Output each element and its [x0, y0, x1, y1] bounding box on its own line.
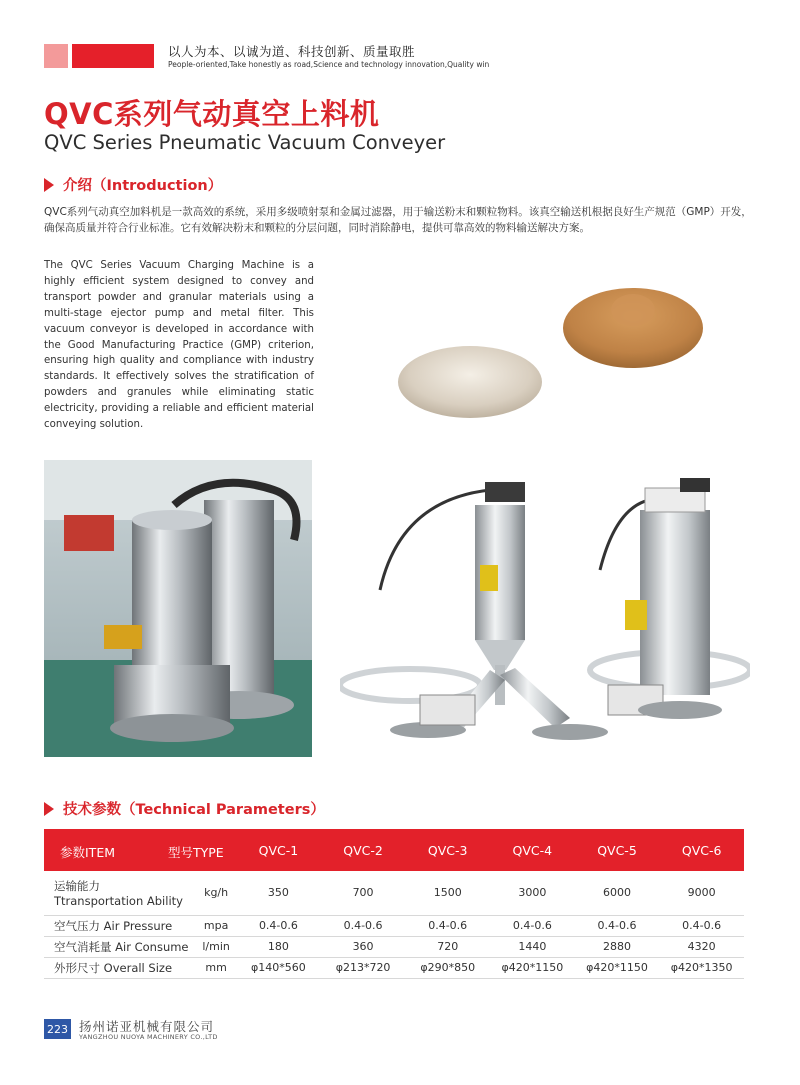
header-type-label: 型号TYPE	[168, 845, 224, 860]
table-cell: 350	[236, 871, 321, 915]
table-cell: 360	[321, 936, 406, 957]
table-cell: 0.4-0.6	[490, 915, 575, 936]
table-cell: 0.4-0.6	[575, 915, 660, 936]
row-label-en: Ttransportation Ability	[54, 893, 183, 908]
model-header: QVC-5	[575, 829, 660, 871]
technical-heading	[44, 798, 325, 819]
table-header-row	[44, 829, 744, 871]
model-header: QVC-6	[659, 829, 744, 871]
table-cell: 4320	[659, 936, 744, 957]
table-row	[44, 936, 744, 957]
model-header: QVC-2	[321, 829, 406, 871]
row-unit: kg/h	[196, 871, 236, 915]
table-row	[44, 871, 744, 915]
table-row	[44, 957, 744, 978]
product-conveyors-illustration	[340, 470, 750, 755]
table-cell: 3000	[490, 871, 575, 915]
header-red-block	[72, 44, 154, 68]
row-label-cn: 运输能力	[54, 878, 100, 893]
row-unit: l/min	[196, 936, 236, 957]
table-row	[44, 915, 744, 936]
introduction-text-english: The QVC Series Vacuum Charging Machine is a highly efficient system designed to convey and transport powder and granular materials using a multi-stage ejector pump and metal filter. This vacuum conveyor is developed in accordance with the Good Manufacturing Practice (GMP) criterion, ensuring high quality and compliance with industry standards. It effectively solves the stratification of powders and granules while eliminating static electricity, providing a reliable and efficient material conveying solution.	[44, 260, 314, 431]
product-conveyors-photo	[340, 470, 750, 755]
materials-photo	[388, 270, 718, 430]
table-header-item-type	[44, 829, 236, 871]
table-cell: φ420*1150	[575, 957, 660, 978]
row-unit: mm	[196, 957, 236, 978]
table-cell: 1500	[405, 871, 490, 915]
company-name-chinese: 扬州诺亚机械有限公司	[79, 1019, 215, 1034]
page-number: 223	[44, 1019, 71, 1039]
table-cell: 1440	[490, 936, 575, 957]
table-cell: 2880	[575, 936, 660, 957]
page-title-chinese: QVC系列气动真空上料机	[44, 97, 380, 131]
slogan-english: People-oriented,Take honestly as road,Science and technology innovation,Quality win	[168, 60, 490, 69]
header-item-label: 参数ITEM	[60, 845, 116, 860]
table-cell: 180	[236, 936, 321, 957]
factory-conveyor-photo	[44, 460, 312, 757]
page-title-english: QVC Series Pneumatic Vacuum Conveyer	[44, 131, 446, 154]
model-header: QVC-4	[490, 829, 575, 871]
factory-conveyor-illustration	[44, 460, 312, 757]
row-label-transport	[44, 871, 196, 915]
table-cell: 0.4-0.6	[236, 915, 321, 936]
table-cell: φ213*720	[321, 957, 406, 978]
introduction-heading	[44, 174, 222, 195]
technical-parameters-table	[44, 829, 744, 979]
table-cell: 720	[405, 936, 490, 957]
play-triangle-icon	[44, 178, 54, 192]
header-pink-block	[44, 44, 68, 68]
model-header: QVC-3	[405, 829, 490, 871]
header-brand-blocks	[44, 44, 154, 68]
technical-heading-text: 技术参数（Technical Parameters）	[63, 802, 325, 818]
table-cell: φ420*1150	[490, 957, 575, 978]
table-cell: φ290*850	[405, 957, 490, 978]
table-cell: φ140*560	[236, 957, 321, 978]
row-label: 空气消耗量 Air Consume	[44, 936, 196, 957]
model-header: QVC-1	[236, 829, 321, 871]
table-cell: 0.4-0.6	[405, 915, 490, 936]
table-cell: φ420*1350	[659, 957, 744, 978]
materials-illustration	[388, 270, 718, 430]
company-name-english: YANGZHOU NUOYA MACHINERY CO.,LTD	[79, 1033, 218, 1041]
row-unit: mpa	[196, 915, 236, 936]
slogan-chinese: 以人为本、以诚为道、科技创新、质量取胜	[168, 44, 416, 59]
play-triangle-icon	[44, 802, 54, 816]
table-cell: 0.4-0.6	[321, 915, 406, 936]
table-cell: 9000	[659, 871, 744, 915]
table-cell: 6000	[575, 871, 660, 915]
introduction-text-chinese: QVC系列气动真空加料机是一款高效的系统，采用多级喷射泵和金属过滤器，用于输送粉末和颗粒物料。该真空输送机根据良好生产规范（GMP）开发，确保高质量并符合行业标准。它有效解决粉末和颗粒的分层问题，同时消除静电，提供可靠高效的物料输送解决方案。	[44, 206, 752, 234]
white-granules-pile	[398, 346, 542, 418]
table-cell: 700	[321, 871, 406, 915]
table-cell: 0.4-0.6	[659, 915, 744, 936]
introduction-heading-text: 介绍（Introduction）	[63, 178, 223, 194]
row-label: 外形尺寸 Overall Size	[44, 957, 196, 978]
row-label: 空气压力 Air Pressure	[44, 915, 196, 936]
